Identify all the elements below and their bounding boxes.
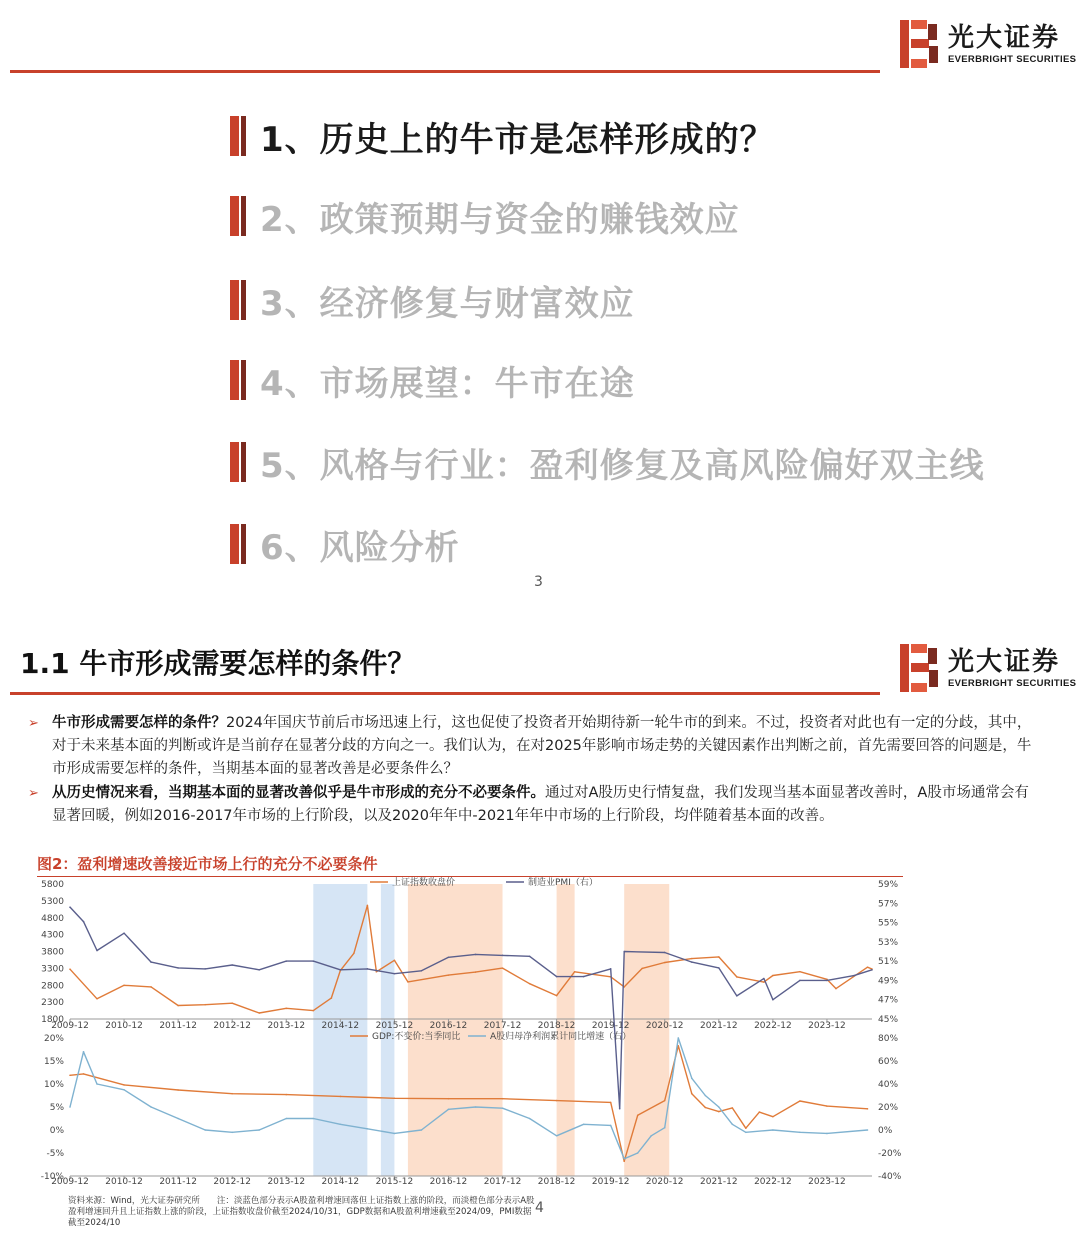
agenda-marker bbox=[230, 360, 248, 400]
data-point bbox=[448, 1109, 450, 1111]
data-point bbox=[637, 1114, 639, 1116]
data-point bbox=[83, 921, 85, 923]
data-point bbox=[448, 956, 450, 958]
legend-label: GDP:不变价:当季同比 bbox=[372, 1032, 461, 1042]
arrow-bullet-icon: ➢ bbox=[28, 786, 39, 801]
brand-logo bbox=[900, 644, 1076, 692]
data-point bbox=[407, 981, 409, 983]
data-point bbox=[623, 951, 625, 953]
x-tick-label: 2020-12 bbox=[645, 1177, 684, 1187]
agenda-marker bbox=[230, 116, 248, 156]
brand-name-en: EVERBRIGHT SECURITIES bbox=[948, 53, 1077, 65]
x-tick-label: 2017-12 bbox=[483, 1021, 522, 1031]
arrow-bullet-icon: ➢ bbox=[28, 716, 39, 731]
data-point bbox=[177, 1005, 179, 1007]
data-point bbox=[650, 1135, 652, 1137]
data-point bbox=[69, 1106, 71, 1108]
data-point bbox=[150, 986, 152, 988]
bullet-2 bbox=[30, 782, 1040, 828]
data-point bbox=[772, 975, 774, 977]
legend-label: 上证指数收盘价 bbox=[392, 878, 456, 888]
data-point bbox=[732, 1123, 734, 1125]
data-point bbox=[772, 1129, 774, 1131]
y-tick-label-left: 1800 bbox=[41, 1015, 64, 1025]
data-point bbox=[867, 1129, 869, 1131]
y-tick-label-left: 15% bbox=[43, 1057, 64, 1067]
data-point bbox=[69, 968, 71, 970]
brand-mark-icon bbox=[900, 20, 938, 68]
data-point bbox=[583, 976, 585, 978]
data-point bbox=[610, 968, 612, 970]
bullet-1 bbox=[30, 712, 1040, 781]
data-point bbox=[285, 1118, 287, 1120]
slide-gap bbox=[0, 606, 1080, 624]
x-tick-label: 2022-12 bbox=[754, 1177, 792, 1187]
legend-label: 制造业PMI（右） bbox=[528, 878, 598, 888]
data-point bbox=[285, 1094, 287, 1096]
data-point bbox=[529, 1118, 531, 1120]
agenda-slide bbox=[0, 0, 1080, 620]
data-point bbox=[150, 961, 152, 963]
x-tick-label: 2021-12 bbox=[700, 1177, 738, 1187]
data-point bbox=[313, 960, 315, 962]
x-tick-label: 2009-12 bbox=[51, 1177, 89, 1187]
x-tick-label: 2020-12 bbox=[645, 1021, 684, 1031]
data-point bbox=[664, 1127, 666, 1129]
data-point bbox=[691, 1093, 693, 1095]
brand-name-cn: 光大证券 bbox=[948, 646, 1061, 677]
data-point bbox=[853, 975, 855, 977]
data-point bbox=[867, 966, 869, 968]
data-point bbox=[718, 967, 720, 969]
data-point bbox=[231, 1093, 233, 1095]
y-tick-label-right: 55% bbox=[878, 918, 899, 929]
data-point bbox=[394, 1097, 396, 1099]
data-point bbox=[123, 984, 125, 986]
y-tick-label-right: -20% bbox=[878, 1149, 902, 1159]
data-point bbox=[826, 1105, 828, 1107]
data-point bbox=[69, 906, 71, 908]
header-rule bbox=[10, 692, 880, 695]
x-tick-label: 2014-12 bbox=[321, 1021, 360, 1031]
agenda-item-label: 6、风险分析 bbox=[260, 527, 460, 568]
y-tick-label-left: 2800 bbox=[41, 981, 64, 992]
brand-name-en: EVERBRIGHT SECURITIES bbox=[948, 677, 1077, 689]
data-point bbox=[637, 1152, 639, 1154]
y-tick-label-right: 51% bbox=[878, 957, 899, 968]
data-point bbox=[759, 1111, 761, 1113]
agenda-marker bbox=[230, 280, 248, 320]
y-tick-label-left: 4300 bbox=[41, 930, 64, 941]
data-point bbox=[718, 1111, 720, 1113]
y-tick-label-left: -10% bbox=[40, 1172, 64, 1182]
x-tick-label: 2021-12 bbox=[700, 1021, 738, 1031]
data-point bbox=[285, 1008, 287, 1010]
data-point bbox=[231, 964, 233, 966]
data-point bbox=[691, 1077, 693, 1079]
data-point bbox=[340, 969, 342, 971]
data-point bbox=[231, 1002, 233, 1004]
data-point bbox=[258, 1012, 260, 1014]
y-tick-label-left: 4800 bbox=[41, 913, 64, 924]
content-slide bbox=[0, 624, 1080, 1242]
x-tick-label: 2010-12 bbox=[105, 1021, 143, 1031]
page-number: 4 bbox=[535, 1200, 544, 1216]
data-point bbox=[763, 981, 765, 983]
data-point bbox=[313, 1118, 315, 1120]
x-tick-label: 2018-12 bbox=[537, 1021, 576, 1031]
y-tick-label-right: 57% bbox=[878, 899, 899, 910]
data-point bbox=[367, 968, 369, 970]
data-point bbox=[69, 1074, 71, 1076]
data-point bbox=[340, 1123, 342, 1125]
x-tick-label: 2017-12 bbox=[483, 1177, 522, 1187]
data-point bbox=[177, 967, 179, 969]
data-point bbox=[529, 956, 531, 958]
data-point bbox=[394, 960, 396, 962]
y-tick-label-left: -5% bbox=[46, 1149, 64, 1159]
data-point bbox=[394, 1133, 396, 1135]
x-tick-label: 2013-12 bbox=[267, 1021, 306, 1031]
y-tick-label-left: 0% bbox=[49, 1126, 64, 1136]
data-point bbox=[623, 1160, 625, 1162]
data-point bbox=[736, 995, 738, 997]
data-point bbox=[204, 1004, 206, 1006]
data-point bbox=[340, 1096, 342, 1098]
data-point bbox=[718, 956, 720, 958]
y-tick-label-left: 3800 bbox=[41, 947, 64, 958]
data-point bbox=[502, 1098, 504, 1100]
data-point bbox=[285, 960, 287, 962]
x-tick-label: 2010-12 bbox=[105, 1177, 143, 1187]
y-tick-label-left: 10% bbox=[43, 1080, 64, 1090]
y-tick-label-left: 5% bbox=[49, 1103, 64, 1113]
data-point bbox=[799, 971, 801, 973]
data-point bbox=[421, 1129, 423, 1131]
bullet-text: 2024年国庆节前后市场迅速上行，这也促使了投资者开始期待新一轮牛市的到来。不过，投资者对此也有一定的分歧，其中，对于未来基本面的判断或许是当前存在显著分歧的方向之一。我们认为，在对2025年影响市场走势的关键因素作出判断之前，首先需要回答的问题是，牛市形成需要怎样的条件，当期基本面的显著改善是必要条件么？ bbox=[52, 715, 1032, 777]
data-point bbox=[835, 988, 837, 990]
data-point bbox=[123, 1089, 125, 1091]
y-tick-label-right: 40% bbox=[878, 1080, 899, 1090]
data-point bbox=[664, 1100, 666, 1102]
data-point bbox=[258, 969, 260, 971]
data-point bbox=[529, 983, 531, 985]
data-point bbox=[475, 971, 477, 973]
x-tick-label: 2012-12 bbox=[213, 1177, 252, 1187]
x-tick-label: 2018-12 bbox=[537, 1177, 576, 1187]
agenda-marker bbox=[230, 442, 248, 482]
data-point bbox=[556, 1100, 558, 1102]
data-point bbox=[123, 932, 125, 934]
data-point bbox=[421, 970, 423, 972]
data-point bbox=[556, 995, 558, 997]
data-point bbox=[96, 950, 98, 952]
data-point bbox=[502, 967, 504, 969]
data-point bbox=[448, 1098, 450, 1100]
header-rule bbox=[10, 70, 880, 73]
data-point bbox=[448, 974, 450, 976]
bullet-text: 通过对A股历史行情复盘，我们发现当基本面显著改善时，A股市场通常会有显著回暖，例如2016-2017年市场的上行阶段，以及2020年年中-2021年年中市场的上行阶段，均伴随着基本面的改善。 bbox=[52, 785, 1029, 824]
data-point bbox=[799, 980, 801, 982]
data-point bbox=[799, 1100, 801, 1102]
data-point bbox=[610, 1125, 612, 1127]
source-label: 资料来源： bbox=[68, 1196, 111, 1206]
y-tick-label-left: 5300 bbox=[41, 896, 64, 907]
data-point bbox=[394, 973, 396, 975]
data-point bbox=[619, 1108, 621, 1110]
brand-name-cn: 光大证券 bbox=[948, 22, 1061, 53]
data-point bbox=[664, 952, 666, 954]
data-point bbox=[867, 1108, 869, 1110]
data-point bbox=[704, 1095, 706, 1097]
x-tick-label: 2015-12 bbox=[375, 1177, 414, 1187]
data-point bbox=[677, 1037, 679, 1039]
data-point bbox=[704, 1107, 706, 1109]
y-tick-label-left: 20% bbox=[43, 1034, 64, 1044]
x-tick-label: 2011-12 bbox=[159, 1177, 197, 1187]
agenda-item-label: 2、政策预期与资金的赚钱效应 bbox=[260, 199, 740, 240]
y-tick-label-left: 5800 bbox=[41, 880, 64, 890]
data-point bbox=[732, 1107, 734, 1109]
data-point bbox=[123, 1084, 125, 1086]
figure-title: 图2：盈利增速改善接近市场上行的充分不必要条件 bbox=[37, 855, 378, 873]
data-point bbox=[96, 1083, 98, 1085]
data-point bbox=[871, 969, 873, 971]
agenda-item-3 bbox=[230, 278, 635, 322]
y-tick-label-right: 80% bbox=[878, 1034, 899, 1044]
x-tick-label: 2013-12 bbox=[267, 1177, 306, 1187]
data-point bbox=[367, 1128, 369, 1130]
data-point bbox=[691, 958, 693, 960]
data-point bbox=[204, 968, 206, 970]
agenda-item-2 bbox=[230, 194, 740, 238]
y-tick-label-right: 59% bbox=[878, 880, 899, 890]
data-point bbox=[177, 1118, 179, 1120]
y-tick-label-right: 53% bbox=[878, 937, 899, 948]
y-tick-label-right: 49% bbox=[878, 976, 899, 987]
data-point bbox=[313, 1010, 315, 1012]
data-point bbox=[641, 968, 643, 970]
source-text: Wind，光大证券研究所 bbox=[110, 1196, 200, 1206]
x-tick-label: 2016-12 bbox=[429, 1021, 468, 1031]
agenda-item-4 bbox=[230, 358, 635, 402]
data-point bbox=[664, 962, 666, 964]
slide-title: 1.1 牛市形成需要怎样的条件？ bbox=[20, 647, 416, 680]
x-tick-label: 2019-12 bbox=[591, 1177, 630, 1187]
y-tick-label-left: 3300 bbox=[41, 964, 64, 975]
data-point bbox=[691, 961, 693, 963]
y-tick-label-right: 47% bbox=[878, 995, 899, 1006]
data-point bbox=[745, 1132, 747, 1134]
data-point bbox=[150, 1106, 152, 1108]
agenda-item-5 bbox=[230, 440, 985, 484]
data-point bbox=[502, 955, 504, 957]
data-point bbox=[772, 1116, 774, 1118]
x-tick-label: 2015-12 bbox=[375, 1021, 414, 1031]
data-point bbox=[258, 1129, 260, 1131]
data-point bbox=[475, 954, 477, 956]
y-tick-label-right: 60% bbox=[878, 1057, 899, 1067]
agenda-item-label: 3、经济修复与财富效应 bbox=[260, 283, 635, 324]
bullet-lead: 从历史情况来看，当期基本面的显著改善似乎是牛市形成的充分不必要条件。 bbox=[52, 785, 545, 801]
data-point bbox=[763, 978, 765, 980]
data-point bbox=[736, 976, 738, 978]
note-text: 注：淡蓝色部分表示A股盈利增速回落但上证指数上涨的阶段，而淡橙色部分表示A股盈利增速回升且上证指数上涨的阶段，上证指数收盘价截至2024/10/31，GDP数据和A股盈利增速截至2024/09，PMI数据截至2024/10 bbox=[68, 1196, 535, 1228]
data-point bbox=[204, 1129, 206, 1131]
legend-label: A股归母净利润累计同比增速（右） bbox=[490, 1032, 632, 1042]
y-tick-label-left: 2300 bbox=[41, 998, 64, 1009]
data-point bbox=[231, 1132, 233, 1134]
data-point bbox=[574, 971, 576, 973]
data-point bbox=[623, 1158, 625, 1160]
data-point bbox=[96, 998, 98, 1000]
x-tick-label: 2022-12 bbox=[754, 1021, 792, 1031]
data-point bbox=[745, 1127, 747, 1129]
agenda-marker bbox=[230, 524, 248, 564]
agenda-item-label: 5、风格与行业：盈利修复及高风险偏好双主线 bbox=[260, 445, 985, 486]
source-note bbox=[68, 1196, 538, 1229]
agenda-item-label: 4、市场展望：牛市在途 bbox=[260, 363, 635, 404]
y-tick-label-right: 0% bbox=[878, 1126, 893, 1136]
agenda-item-1 bbox=[230, 114, 775, 158]
brand-logo bbox=[900, 20, 1076, 68]
x-tick-label: 2011-12 bbox=[159, 1021, 197, 1031]
y-tick-label-right: 20% bbox=[878, 1103, 899, 1113]
x-tick-label: 2009-12 bbox=[51, 1021, 89, 1031]
data-point bbox=[177, 1089, 179, 1091]
y-tick-label-right: -40% bbox=[878, 1172, 902, 1182]
agenda-item-label: 1、历史上的牛市是怎样形成的？ bbox=[260, 119, 775, 160]
data-point bbox=[610, 1102, 612, 1104]
page-number: 3 bbox=[534, 574, 543, 590]
data-point bbox=[799, 1132, 801, 1134]
x-tick-label: 2012-12 bbox=[213, 1021, 252, 1031]
agenda-item-6 bbox=[230, 522, 460, 566]
data-point bbox=[826, 980, 828, 982]
chart-figure bbox=[0, 876, 1080, 1206]
data-point bbox=[502, 1107, 504, 1109]
data-point bbox=[826, 1133, 828, 1135]
x-tick-label: 2019-12 bbox=[591, 1021, 630, 1031]
x-tick-label: 2023-12 bbox=[808, 1177, 846, 1187]
agenda-marker bbox=[230, 196, 248, 236]
x-tick-label: 2014-12 bbox=[321, 1177, 360, 1187]
data-point bbox=[556, 976, 558, 978]
bullet-lead: 牛市形成需要怎样的条件？ bbox=[52, 715, 226, 731]
data-point bbox=[331, 997, 333, 999]
data-point bbox=[367, 905, 369, 907]
x-tick-label: 2023-12 bbox=[808, 1021, 846, 1031]
data-point bbox=[353, 952, 355, 954]
y-tick-label-right: 45% bbox=[878, 1015, 899, 1025]
data-point bbox=[83, 1051, 85, 1053]
data-point bbox=[83, 1073, 85, 1075]
data-point bbox=[772, 999, 774, 1001]
brand-mark-icon bbox=[900, 644, 938, 692]
x-tick-label: 2016-12 bbox=[429, 1177, 468, 1187]
data-point bbox=[475, 1106, 477, 1108]
data-point bbox=[583, 1123, 585, 1125]
data-point bbox=[556, 1135, 558, 1137]
data-point bbox=[718, 1106, 720, 1108]
